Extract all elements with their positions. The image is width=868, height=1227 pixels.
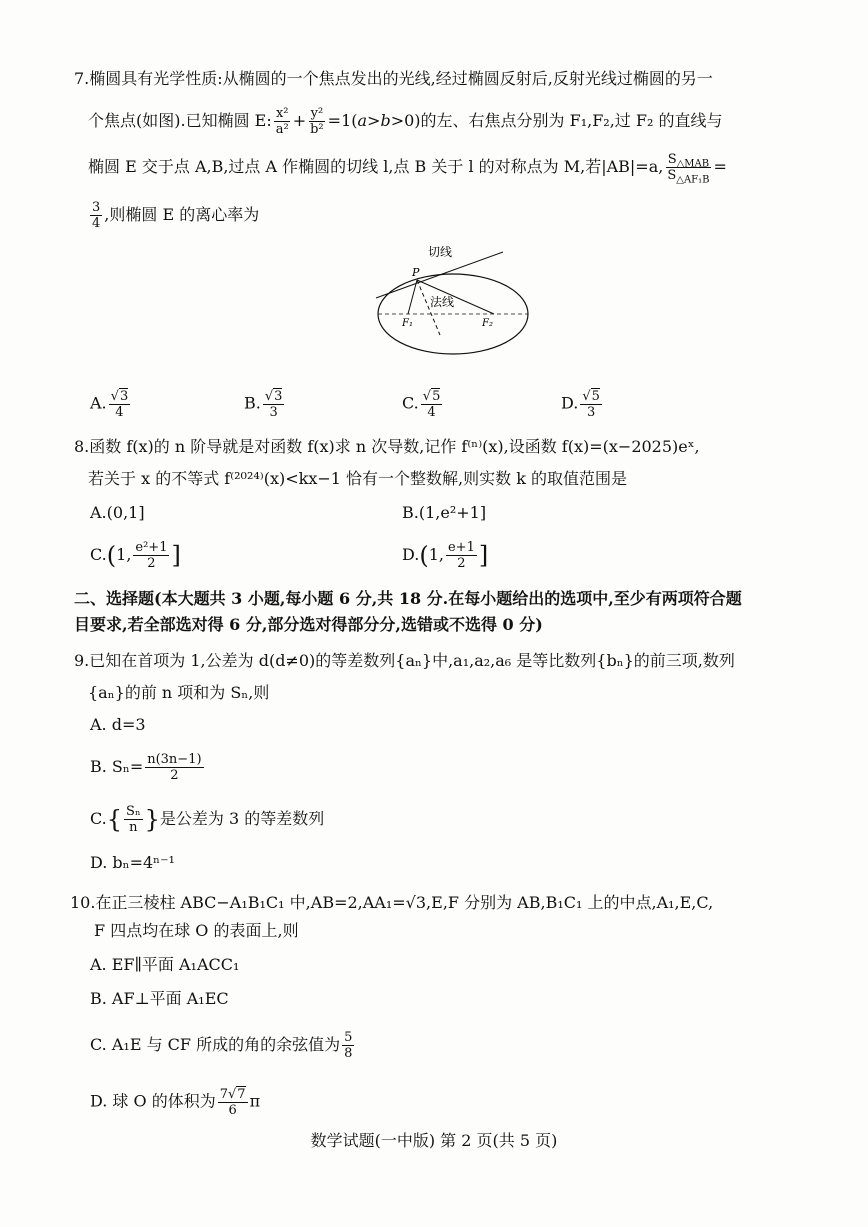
section2-heading: 二、选择题(本大题共 3 小题,每小题 6 分,共 18 分.在每小题给出的选项中,至少有两项符合题 bbox=[74, 589, 742, 608]
q8-option-d: D.(1, $\frac{e+1}{2}$ ] bbox=[402, 540, 489, 571]
q7-line1: 7.椭圆具有光学性质:从椭圆的一个焦点发出的光线,经过椭圆反射后,反射光线过椭圆的另一 bbox=[74, 69, 713, 88]
q7-option-d: D. $\frac{√5}{3}$ bbox=[561, 389, 600, 420]
q9-option-b: B. Sₙ= $\frac{n(3n-1)}{2}$ bbox=[90, 752, 202, 783]
q9-option-d: D. bₙ=4ⁿ⁻¹ bbox=[90, 853, 175, 872]
q8-option-a: A.(0,1] bbox=[90, 503, 145, 522]
page-footer: 数学试题(一中版) 第 2 页(共 5 页) bbox=[310, 1131, 558, 1150]
q7-line3: 椭圆 E 交于点 A,B,过点 A 作椭圆的切线 l,点 B 关于 l 的对称点为 M,若|AB|=a, $\frac{S_{\triangle MAB}}{S_{\triangle AF_1B}}$ = bbox=[88, 152, 727, 186]
tangent-label: 切线 bbox=[428, 245, 453, 259]
q10-option-c: C. A₁E 与 CF 所成的角的余弦值为 $\frac{5}{8}$ bbox=[90, 1030, 353, 1061]
q7-line4: $\frac{3}{4}$ ,则椭圆 E 的离心率为 bbox=[92, 200, 260, 231]
section2-heading-cont: 目要求,若全部选对得 6 分,部分选对得部分分,选错或不选得 0 分) bbox=[74, 615, 543, 634]
q7-option-c: C. $\frac{√5}{4}$ bbox=[402, 389, 441, 420]
q10-option-a: A. EF∥平面 A₁ACC₁ bbox=[90, 955, 240, 974]
q9-line2: {aₙ}的前 n 项和为 Sₙ,则 bbox=[88, 683, 270, 702]
q10-line1: 10.在正三棱柱 ABC−A₁B₁C₁ 中,AB=2,AA₁=√3,E,F 分别为 AB,B₁C₁ 上的中点,A₁,E,C, bbox=[70, 893, 714, 912]
q9-line1: 9.已知在首项为 1,公差为 d(d≠0)的等差数列{aₙ}中,a₁,a₂,a₆ 是等比数列{bₙ}的前三项,数列 bbox=[74, 651, 735, 670]
q7-option-b: B. $\frac{√3}{3}$ bbox=[244, 389, 283, 420]
q10-option-d: D. 球 O 的体积为 $\frac{7√7}{6}$ π bbox=[90, 1087, 261, 1118]
normal-label: 法线 bbox=[430, 295, 455, 309]
q9-option-a: A. d=3 bbox=[90, 715, 146, 734]
q8-option-c: C.(1, $\frac{\text{e²+1}}{2}$ ] bbox=[90, 540, 181, 571]
q9-option-c: C.{ $\frac{\text{Sₙ}}{n}$ }是公差为 3 的等差数列 bbox=[90, 804, 325, 835]
point-p-label: P bbox=[412, 266, 420, 279]
q7-line2: 个焦点(如图).已知椭圆 E: $\frac{\text{x²}}{\text{a²}}$ + $\frac{\text{y²}}{\text{b²}}$ =1(a>b>0)的左、右焦点分别为 F₁,F₂,过 F₂ 的直线与 bbox=[88, 106, 723, 137]
point-f2-label: F₂ bbox=[482, 318, 493, 329]
q8-line2: 若关于 x 的不等式 f⁽²⁰²⁴⁾(x)<kx−1 恰有一个整数解,则实数 k 的取值范围是 bbox=[88, 469, 627, 488]
ellipse-figure bbox=[368, 240, 538, 360]
q10-option-b: B. AF⊥平面 A₁EC bbox=[90, 989, 229, 1008]
q8-option-b: B.(1,e²+1] bbox=[402, 503, 487, 522]
q7-option-a: A. $\frac{√3}{4}$ bbox=[90, 389, 129, 420]
q10-line2: F 四点均在球 O 的表面上,则 bbox=[94, 921, 299, 940]
q8-line1: 8.函数 f(x)的 n 阶导就是对函数 f(x)求 n 次导数,记作 f⁽ⁿ⁾(x),设函数 f(x)=(x−2025)eˣ, bbox=[74, 437, 700, 456]
point-f1-label: F₁ bbox=[402, 318, 413, 329]
